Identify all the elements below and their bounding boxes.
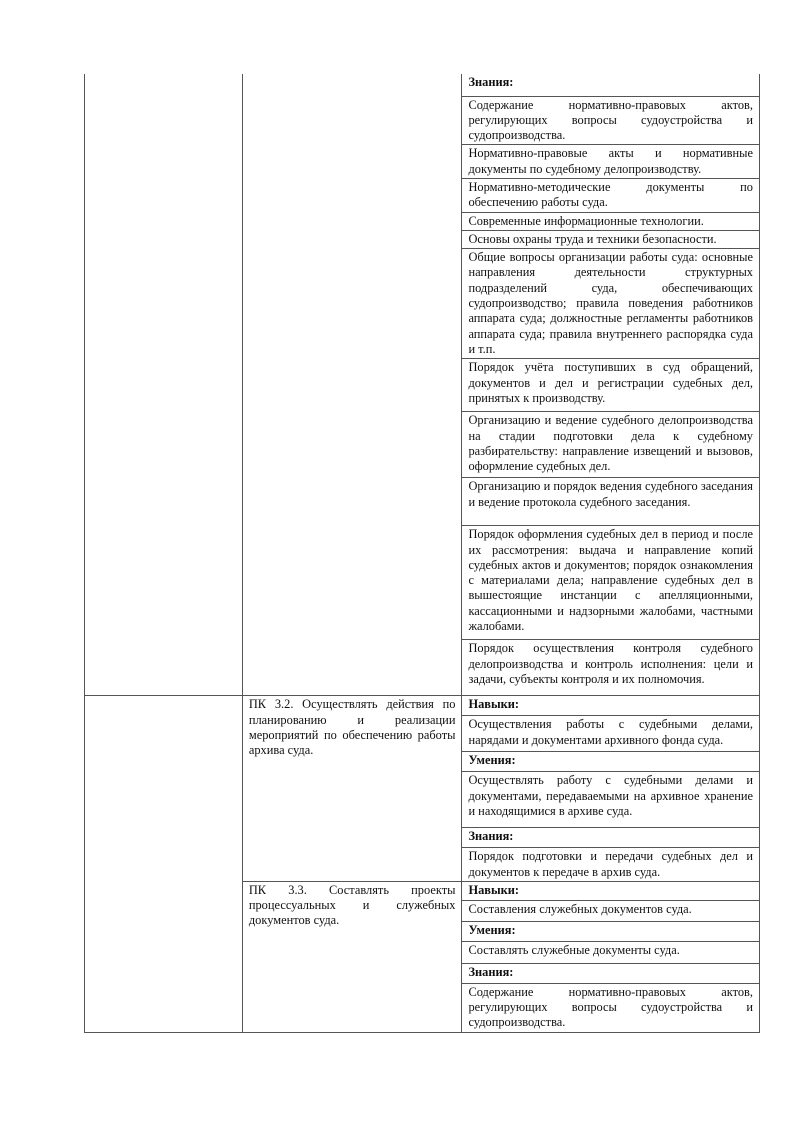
competence-cell [242, 74, 462, 696]
knowledge-label: Знания: [462, 74, 760, 96]
knowledge-item: Основы охраны труда и техники безопасности. [462, 230, 760, 248]
knowledge-item: Порядок оформления судебных дел в период и после их рассмотрения: выдача и направление копий судебных актов и документов; порядок ознакомления с материалами дела; направление судебных дел в вышестоящие инстанции с апелляционными, кассационными и надзорными жалобами, частными жалобами. [462, 526, 760, 640]
skills-label: Навыки: [462, 881, 760, 900]
knowledge-item: Порядок осуществления контроля судебного делопроизводства и контроль исполнения: цели и задачи, субъекты контроля и их полномочия. [462, 640, 760, 696]
competence-pk-3-3: ПК 3.3. Составлять проекты процессуальных и служебных документов суда. [242, 881, 462, 1032]
knowledge-item: Содержание нормативно-правовых актов, регулирующих вопросы судоустройства и судопроизводства. [462, 983, 760, 1032]
skills-item: Осуществления работы с судебными делами, нарядами и документами архивного фонда суда. [462, 716, 760, 752]
module-cell [85, 696, 243, 1032]
knowledge-item: Организацию и порядок ведения судебного заседания и ведение протокола судебного заседания. [462, 478, 760, 526]
table-row [85, 696, 760, 716]
module-cell [85, 74, 243, 696]
knowledge-item: Нормативно-методические документы по обеспечению работы суда. [462, 178, 760, 212]
knowledge-item: Содержание нормативно-правовых актов, регулирующих вопросы судоустройства и судопроизводства. [462, 96, 760, 145]
competence-pk-3-2: ПК 3.2. Осуществлять действия по планированию и реализации мероприятий по обеспечению работы архива суда. [242, 696, 462, 882]
knowledge-item: Нормативно-правовые акты и нормативные документы по судебному делопроизводству. [462, 145, 760, 179]
competency-table [84, 74, 760, 1033]
skills-label: Навыки: [462, 696, 760, 716]
knowledge-label: Знания: [462, 963, 760, 983]
knowledge-item: Организацию и ведение судебного делопроизводства на стадии подготовки дела к судебному разбирательству: направление извещений и вызовов, оформление судебных дел. [462, 412, 760, 478]
skills-item: Составления служебных документов суда. [462, 900, 760, 921]
abilities-item: Составлять служебные документы суда. [462, 941, 760, 963]
knowledge-item: Современные информационные технологии. [462, 212, 760, 230]
abilities-label: Умения: [462, 921, 760, 941]
abilities-item: Осуществлять работу с судебными делами и документами, передаваемыми на архивное хранение и находящимися в архиве суда. [462, 772, 760, 828]
abilities-label: Умения: [462, 752, 760, 772]
table-row [85, 74, 760, 96]
knowledge-item: Порядок подготовки и передачи судебных дел и документов к передаче в архив суда. [462, 848, 760, 882]
knowledge-item: Общие вопросы организации работы суда: основные направления деятельности структурных подразделений суда, обеспечивающих судопроизводство; правила поведения работников аппарата суда; должностные регламенты работников аппарата суда; правила внутреннего распорядка суда и т.п. [462, 249, 760, 359]
knowledge-label: Знания: [462, 828, 760, 848]
knowledge-item: Порядок учёта поступивших в суд обращений, документов и дел и регистрации судебных дел, принятых к производству. [462, 359, 760, 412]
